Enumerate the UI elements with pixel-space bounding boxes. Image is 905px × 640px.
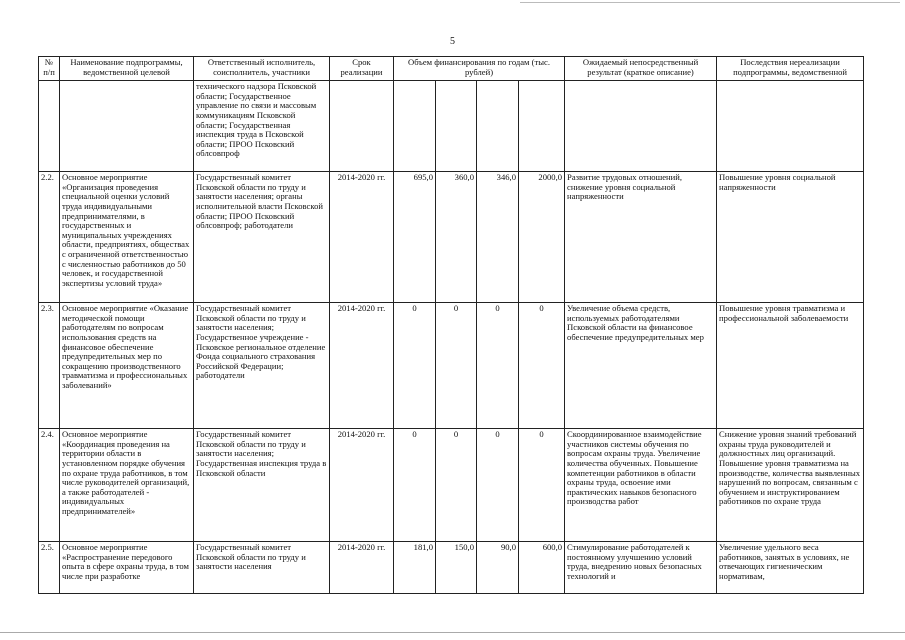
cell-expected: Стимулирование работодателей к постоянному улучшению условий труда, внедрению новых безопасных технологий и — [565, 542, 717, 594]
scan-artifact-bottom — [0, 632, 905, 633]
cell-fin-1: 0 — [394, 429, 436, 542]
page-number: 5 — [450, 36, 455, 47]
cell-name: Основное мероприятие «Координация проведения на территории области в установленном порядке обучения по охране труда работников, в том числе руководителей организаций, а также работодателей - индивидуальных предпринимателей» — [60, 429, 194, 542]
cell-fin-3: 346,0 — [477, 172, 519, 303]
cell-expected: Увеличение объема средств, используемых работодателями Псковской области на финансовое обеспечение предупредительных мер — [565, 303, 717, 429]
cell-fin-1 — [394, 81, 436, 172]
cell-term: 2014-2020 гг. — [330, 429, 394, 542]
cell-consequences: Увеличение удельного веса работников, занятых в условиях, не отвечающих гигиеническим нормативам, — [717, 542, 864, 594]
cell-expected: Скоординированное взаимодействие участников системы обучения по вопросам охраны труда. Увеличение количества обученных. Повышение компетенции работников в области охраны труда, освоение ими практических навыков безопасного производства работ — [565, 429, 717, 542]
cell-expected: Развитие трудовых отношений, снижение уровня социальной напряженности — [565, 172, 717, 303]
cell-name: Основное мероприятие «Распространение передового опыта в сфере охраны труда, в том числе при разработке — [60, 542, 194, 594]
header-financing: Объем финансирования по годам (тыс. рублей) — [394, 57, 565, 81]
cell-fin-2: 150,0 — [436, 542, 477, 594]
cell-fin-1: 181,0 — [394, 542, 436, 594]
cell-consequences: Снижение уровня знаний требований охраны труда руководителей и должностных лиц организаций. Повышение уровня травматизма на производстве, количества выявленных нарушений по вопросам, связанным с обучением и инструктированием работников по охране труда — [717, 429, 864, 542]
cell-num — [39, 81, 60, 172]
cell-fin-4: 0 — [519, 303, 565, 429]
cell-fin-2: 360,0 — [436, 172, 477, 303]
cell-responsible: Государственный комитет Псковской области по труду и занятости населения — [194, 542, 330, 594]
cell-fin-3: 0 — [477, 429, 519, 542]
table-row — [39, 81, 864, 172]
cell-num: 2.4. — [39, 429, 60, 542]
cell-fin-2 — [436, 81, 477, 172]
cell-name: Основное мероприятие «Организация проведения специальной оценки условий труда индивидуальными предпринимателями, в государственных и муниципальных учреждениях области, предприятиях, обществах с ограниченной ответственностью с численностью работников до 50 человек, и государственной экспертизы условий труда» — [60, 172, 194, 303]
cell-consequences: Повышение уровня травматизма и профессиональной заболеваемости — [717, 303, 864, 429]
table-row — [39, 303, 864, 429]
cell-num: 2.3. — [39, 303, 60, 429]
cell-fin-1: 695,0 — [394, 172, 436, 303]
program-table — [38, 56, 864, 594]
table-row — [39, 542, 864, 594]
header-name: Наименование подпрограммы, ведомственной целевой — [60, 57, 194, 81]
cell-term: 2014-2020 гг. — [330, 172, 394, 303]
cell-name: Основное мероприятие «Оказание методической помощи работодателям по вопросам использования средств на финансовое обеспечение предупредительных мер по сокращению производственного травматизма и профессиональных заболеваний» — [60, 303, 194, 429]
cell-fin-3: 0 — [477, 303, 519, 429]
header-row — [39, 57, 864, 81]
cell-term: 2014-2020 гг. — [330, 303, 394, 429]
cell-num: 2.5. — [39, 542, 60, 594]
cell-fin-4: 600,0 — [519, 542, 565, 594]
cell-consequences — [717, 81, 864, 172]
cell-fin-3 — [477, 81, 519, 172]
cell-fin-4: 2000,0 — [519, 172, 565, 303]
cell-consequences: Повышение уровня социальной напряженности — [717, 172, 864, 303]
header-num: № п/п — [39, 57, 60, 81]
cell-responsible: Государственный комитет Псковской области по труду и занятости населения; органы исполнительной власти Псковской области; ПРОО Псковский облсовпроф; работодатели — [194, 172, 330, 303]
cell-term: 2014-2020 гг. — [330, 542, 394, 594]
cell-fin-4: 0 — [519, 429, 565, 542]
cell-expected — [565, 81, 717, 172]
cell-responsible: технического надзора Псковской области; Государственное управление по связи и массовым коммуникациям Псковской области; Государственная инспекция труда в Псковской области; ПРОО Псковский облсовпроф — [194, 81, 330, 172]
cell-fin-1: 0 — [394, 303, 436, 429]
table-row — [39, 172, 864, 303]
cell-num: 2.2. — [39, 172, 60, 303]
cell-name — [60, 81, 194, 172]
cell-fin-3: 90,0 — [477, 542, 519, 594]
header-consequences: Последствия нереализации подпрограммы, ведомственной — [717, 57, 864, 81]
header-expected: Ожидаемый непосредственный результат (краткое описание) — [565, 57, 717, 81]
cell-term — [330, 81, 394, 172]
header-responsible: Ответственный исполнитель, соисполнитель, участники — [194, 57, 330, 81]
cell-fin-4 — [519, 81, 565, 172]
cell-fin-2: 0 — [436, 303, 477, 429]
scan-artifact-top — [520, 2, 900, 3]
header-term: Срок реализации — [330, 57, 394, 81]
cell-responsible: Государственный комитет Псковской области по труду и занятости населения; Государственное учреждение - Псковское региональное отделение Фонда социального страхования Российской Федерации; работодатели — [194, 303, 330, 429]
table-row — [39, 429, 864, 542]
cell-responsible: Государственный комитет Псковской области по труду и занятости населения; Государственная инспекция труда в Псковской области — [194, 429, 330, 542]
cell-fin-2: 0 — [436, 429, 477, 542]
